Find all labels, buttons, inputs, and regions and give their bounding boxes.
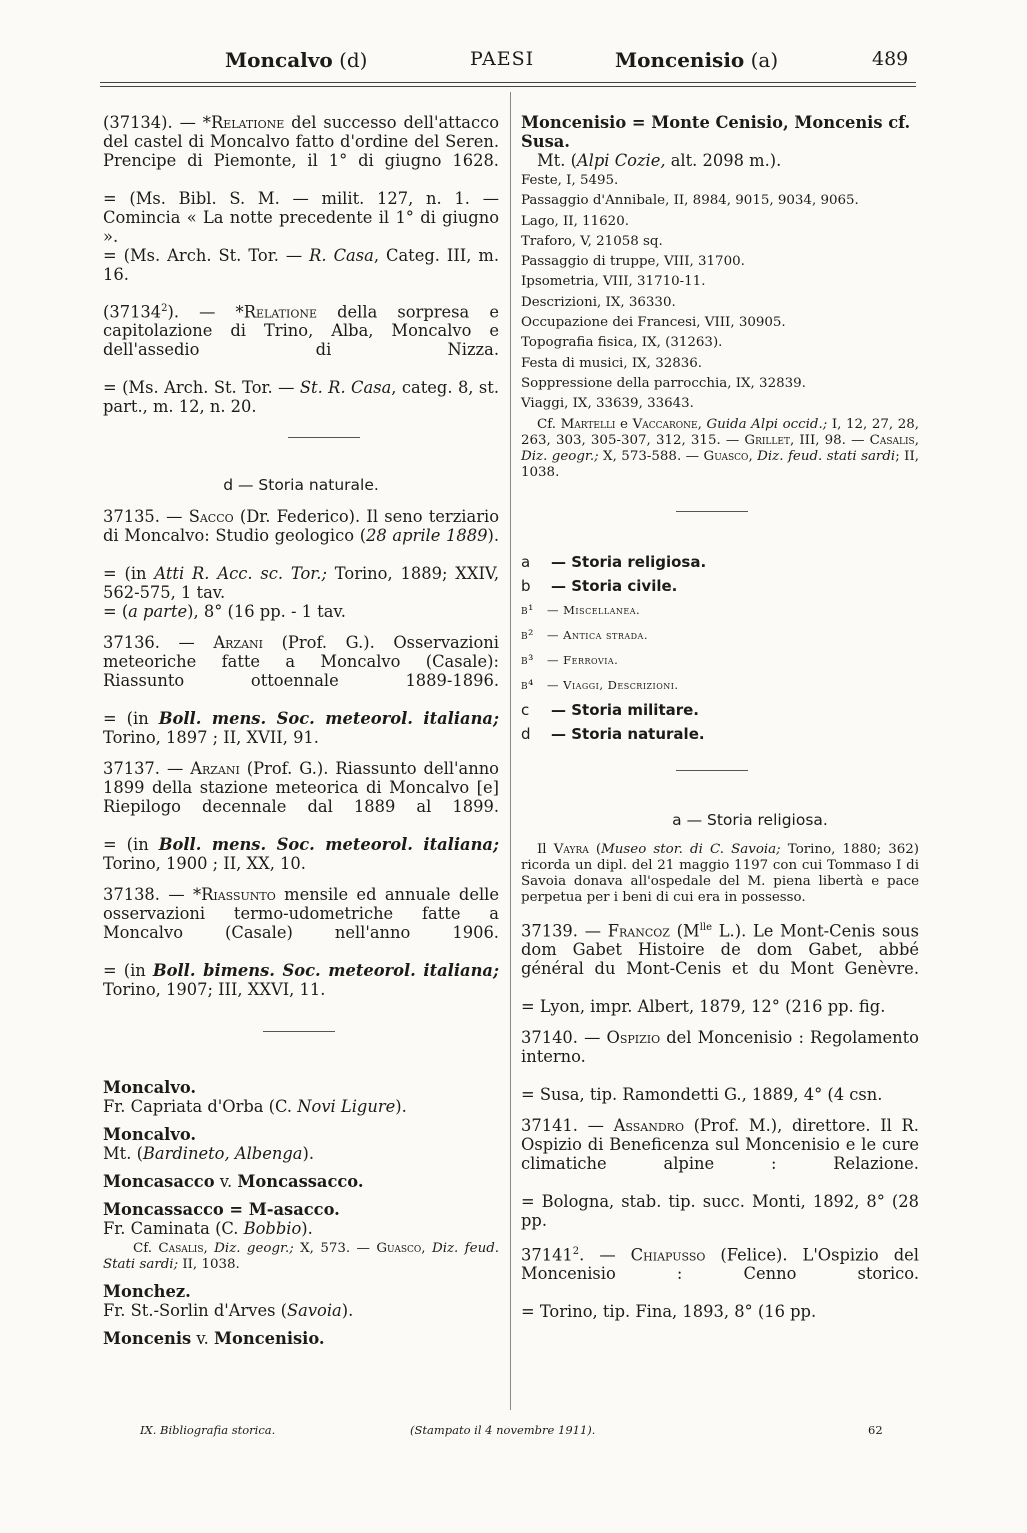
locality-moncalvo-2: Moncalvo.: [103, 1125, 197, 1145]
entry-37134-2-ref: = (Ms. Arch. St. Tor. — St. R. Casa, categ. 8, st. part., m. 12, n. 20.: [103, 378, 499, 417]
separator: [676, 511, 748, 512]
section-heading-a: a — Storia religiosa.: [672, 810, 828, 829]
entry-37137-ref: = (in Boll. mens. Soc. meteorol. italiana; Torino, 1900 ; II, XX, 10.: [103, 835, 499, 874]
index-d: d — Storia naturale.: [521, 724, 705, 743]
locality-moncassacco: Moncassacco = M-asacco.: [103, 1200, 340, 1220]
locality-moncassacco-detail: Fr. Caminata (C. Bobbio).: [103, 1219, 313, 1239]
entry-37135: 37135. — Sacco (Dr. Federico). Il seno terziario di Moncalvo: Studio geologico (28 aprile 1889).: [103, 507, 499, 546]
separator: [676, 770, 748, 771]
locality-moncenisio-head: Moncenisio = Monte Cenisio, Moncenis cf. Susa.: [521, 113, 911, 151]
moncenisio-cf: Cf. Martelli e Vaccarone, Guida Alpi occid.; I, 12, 27, 28, 263, 303, 305-307, 312, 315. — Grillet, III, 98. — Casalis, Diz. geogr.; X, 573-588. — Guasco, Diz. feud. stati sardi; II, 1038.: [521, 416, 919, 480]
entry-37140-ref: = Susa, tip. Ramondetti G., 1889, 4° (4 csn.: [521, 1084, 883, 1104]
reference-item: Ipsometria, VIII, 31710-11.: [521, 274, 706, 290]
footer-left: IX. Bibliografia storica.: [140, 1423, 276, 1437]
reference-item: Traforo, V, 21058 sq.: [521, 233, 663, 249]
entry-37141: 37141. — Assandro (Prof. M.), direttore. Il R. Ospizio di Beneficenza sul Moncenisio e le cure climatiche alpine : Relazione.: [521, 1115, 919, 1173]
reference-list: [521, 171, 919, 415]
header-right: Moncenisio (a): [615, 48, 779, 72]
header-left: Moncalvo (d): [225, 48, 368, 72]
section-heading-d: d — Storia naturale.: [223, 476, 379, 495]
locality-monchez-detail: Fr. St.-Sorlin d'Arves (Savoia).: [103, 1301, 354, 1321]
entry-37141-2-ref: = Torino, tip. Fina, 1893, 8° (16 pp.: [521, 1302, 817, 1322]
entry-37139: 37139. — Francoz ($M^{lle}$ L.). Le Mont-Cenis sous dom Gabet Histoire de dom Gabet, abbé général du Mont-Cenis et du Mont Genèvre.: [521, 920, 919, 978]
index-b3: b³ — Ferrovia.: [521, 652, 619, 668]
entry-37137: 37137. — Arzani (Prof. G.). Riassunto dell'anno 1899 della stazione meteorica di Moncalvo [e] Riepilogo decennale dal 1889 al 1899.: [103, 759, 499, 817]
entry-37136-ref: = (in Boll. mens. Soc. meteorol. italiana; Torino, 1897 ; II, XVII, 91.: [103, 709, 499, 748]
entry-37141-2: 37141$^2$. — Chiapusso (Felice). L'Ospizio del Moncenisio : Cenno storico.: [521, 1245, 919, 1284]
reference-item: Soppressione della parrocchia, IX, 32839.: [521, 375, 806, 391]
locality-moncenisio-mt: Mt. (Alpi Cozie, alt. 2098 m.).: [537, 151, 782, 170]
entry-37136: 37136. — Arzani (Prof. G.). Osservazioni meteoriche fatte a Moncalvo (Casale): Riassunto ottoennale 1889-1896.: [103, 633, 499, 691]
entry-37140: 37140. — Ospizio del Moncenisio : Regolamento interno.: [521, 1027, 919, 1066]
locality-monchez: Monchez.: [103, 1282, 191, 1302]
page-number: 489: [872, 48, 909, 70]
entry-37134-2: (37134$^2$). — *Relatione della sorpresa e capitolazione di Trino, Alba, Moncalvo e dell'assedio di Nizza.: [103, 302, 499, 360]
entry-37134: (37134). — *Relatione del successo dell'attacco del castel di Moncalvo fatto d'ordine del Seren. Prencipe di Piemonte, il 1° di giugno 1628.: [103, 113, 499, 170]
footer-right: 62: [868, 1423, 883, 1437]
entry-37135-ref-2: = (a parte), 8° (16 pp. - 1 tav.: [103, 602, 346, 622]
index-b: b — Storia civile.: [521, 576, 678, 595]
header-rule-top: [100, 82, 916, 83]
index-b1: b¹ — Miscellanea.: [521, 602, 641, 618]
locality-moncalvo-2-detail: Mt. (Bardineto, Albenga).: [103, 1144, 314, 1164]
locality-moncalvo-1-detail: Fr. Capriata d'Orba (C. Novi Ligure).: [103, 1097, 407, 1117]
reference-item: Lago, II, 11620.: [521, 213, 629, 229]
header-rule-bottom: [100, 86, 916, 87]
reference-item: Feste, I, 5495.: [521, 173, 619, 188]
right-column: [521, 113, 919, 1321]
locality-moncasacco: Moncasacco v. Moncassacco.: [103, 1172, 364, 1192]
entry-37134-ref-1: = (Ms. Bibl. S. M. — milit. 127, n. 1. — Comincia « La notte precedente il 1° di giugno ».: [103, 189, 499, 246]
reference-item: Festa di musici, IX, 32836.: [521, 355, 703, 371]
section-index: [521, 550, 919, 746]
entry-37134-ref-2: = (Ms. Arch. St. Tor. — R. Casa, Categ. III, m. 16.: [103, 246, 499, 284]
entry-37141-ref: = Bologna, stab. tip. succ. Monti, 1892, 8° (28 pp.: [521, 1191, 919, 1230]
locality-moncalvo-1: Moncalvo.: [103, 1078, 197, 1098]
separator: [288, 437, 360, 438]
entry-37138-ref: = (in Boll. bimens. Soc. meteorol. italiana; Torino, 1907; III, XXVI, 11.: [103, 961, 499, 1000]
reference-item: Passaggio d'Annibale, II, 8984, 9015, 9034, 9065.: [521, 193, 859, 209]
locality-moncassacco-cf: Cf. Casalis, Diz. geogr.; X, 573. — Guasco, Diz. feud. Stati sardi; II, 1038.: [103, 1241, 500, 1273]
entry-37135-ref-1: = (in Atti R. Acc. sc. Tor.; Torino, 1889; XXIV, 562-575, 1 tav.: [103, 564, 499, 603]
entry-37139-ref: = Lyon, impr. Albert, 1879, 12° (216 pp. fig.: [521, 996, 886, 1016]
index-a: a — Storia religiosa.: [521, 552, 707, 571]
header-center: PAESI: [470, 48, 535, 70]
entry-37138: 37138. — *Riassunto mensile ed annuale delle osservazioni termo-udometriche fatte a Moncalvo (Casale) nell'anno 1906.: [103, 885, 500, 943]
index-b4: b⁴ — Viaggi, Descrizioni.: [521, 677, 679, 693]
index-c: c — Storia militare.: [521, 700, 700, 719]
left-column: [103, 113, 499, 1348]
reference-item: Passaggio di truppe, VIII, 31700.: [521, 254, 745, 270]
separator: [263, 1031, 335, 1032]
reference-item: Occupazione dei Francesi, VIII, 30905.: [521, 315, 786, 331]
column-divider: [510, 92, 511, 1410]
reference-item: Viaggi, IX, 33639, 33643.: [521, 396, 694, 412]
vayra-note: Il Vayra (Museo stor. di C. Savoia; Torino, 1880; 362) ricorda un dipl. del 21 maggio 1197 con cui Tommaso I di Savoia donava all'ospedale del M. piena libertà e pace perpetua per i beni di cui era in possesso.: [521, 841, 919, 905]
reference-item: Topografia fisica, IX, (31263).: [521, 335, 723, 351]
index-b2: b² — Antica strada.: [521, 627, 648, 643]
footer-center: (Stampato il 4 novembre 1911).: [410, 1423, 596, 1437]
locality-moncenis: Moncenis v. Moncenisio.: [103, 1329, 325, 1349]
reference-item: Descrizioni, IX, 36330.: [521, 294, 676, 310]
running-header: [100, 48, 920, 78]
